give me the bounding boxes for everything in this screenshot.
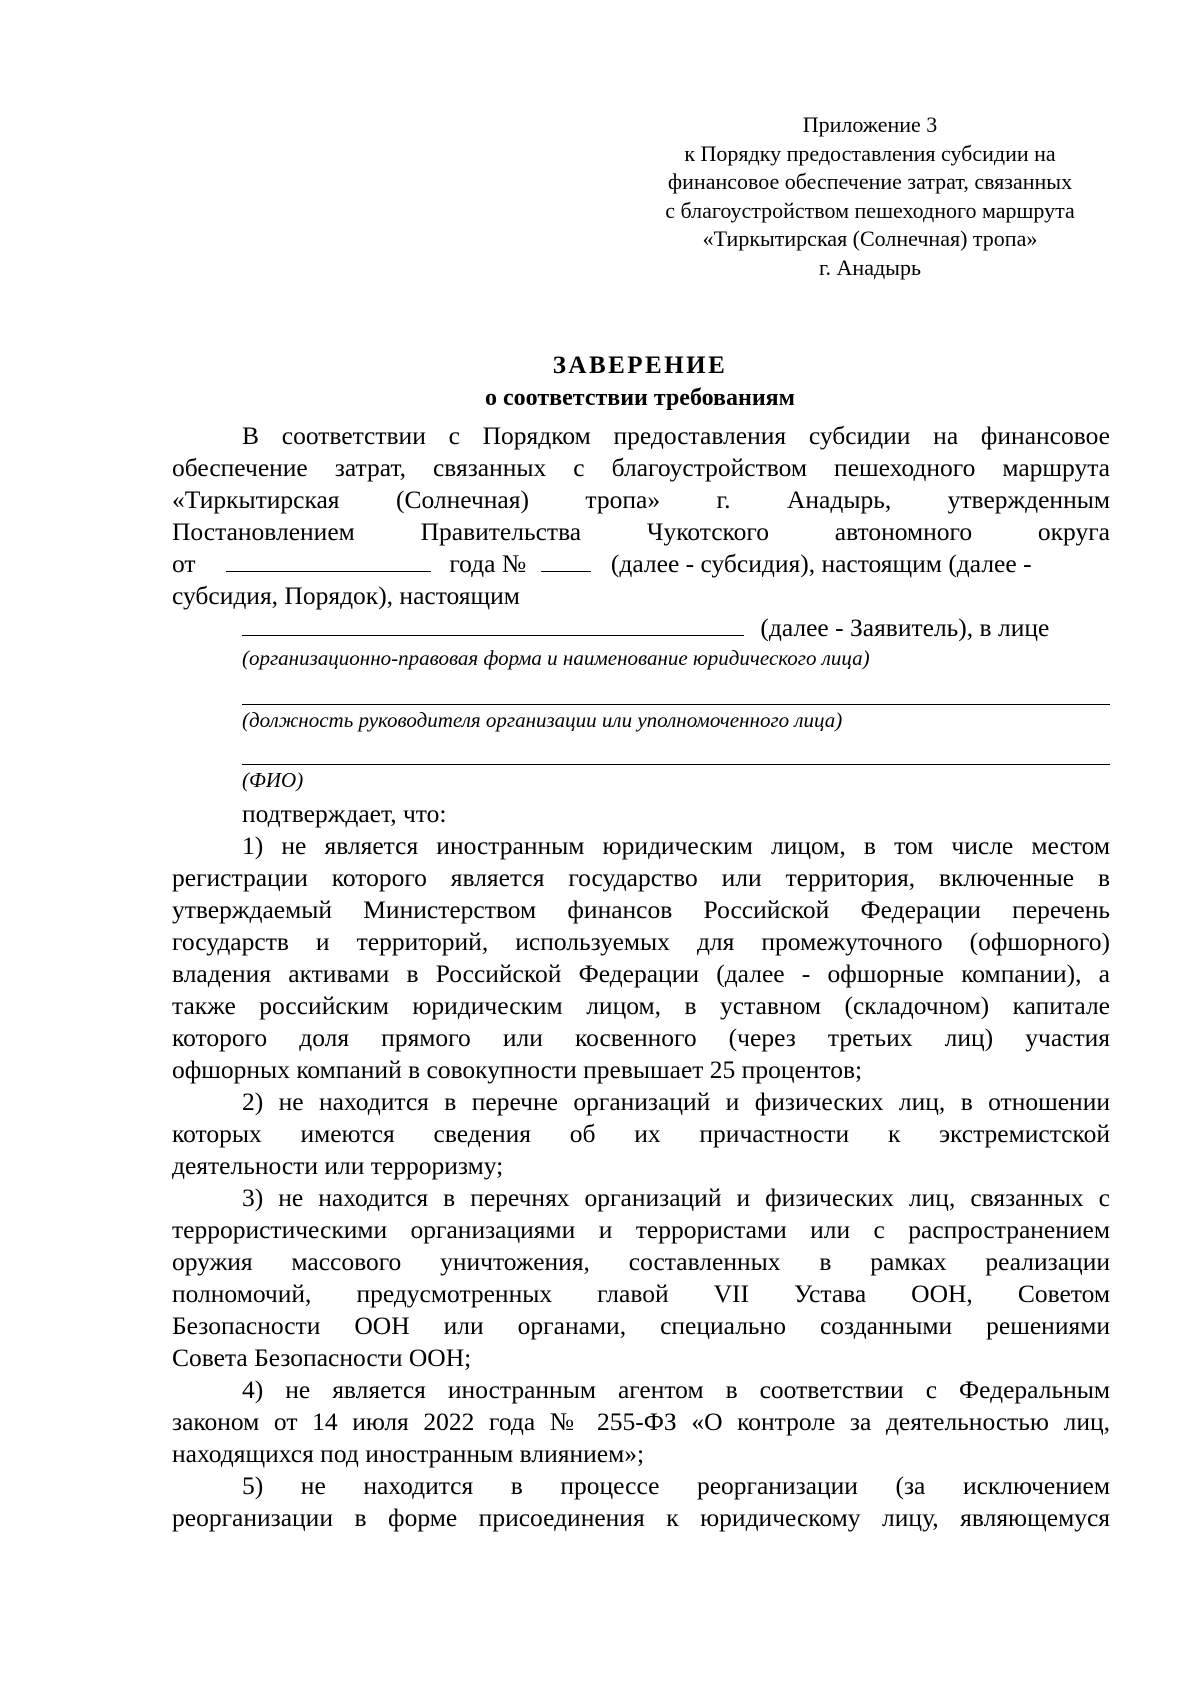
item-4-line: законом от 14 июля 2022 года № 255-ФЗ «О контроле за деятельностью лиц, xyxy=(172,1407,1110,1436)
item-1-line: 1) не является иностранным юридическим лицом, в том числе местом xyxy=(242,831,1110,860)
item-4-line: 4) не является иностранным агентом в соответствии с Федеральным xyxy=(242,1375,1110,1404)
item-2-line: 2) не находится в перечне организаций и физических лиц, в отношении xyxy=(242,1087,1110,1116)
intro-line-date xyxy=(172,548,1110,580)
appendix-line: финансовое обеспечение затрат, связанных xyxy=(667,169,1073,194)
intro-line: «Тиркытирская (Солнечная) тропа» г. Анадырь, утвержденным xyxy=(172,485,1110,514)
item-3-line: 3) не находится в перечнях организаций и физических лиц, связанных с xyxy=(242,1183,1110,1212)
intro-line: обеспечение затрат, связанных с благоустройством пешеходного маршрута xyxy=(172,453,1110,482)
appendix-line: с благоустройством пешеходного маршрута xyxy=(665,197,1075,223)
item-5-line: реорганизации в форме присоединения к юридическому лицу, являющемуся xyxy=(172,1503,1110,1532)
appendix-header xyxy=(640,111,1100,282)
item-3-line: Безопасности ООН или органами, специально созданными решениями xyxy=(172,1311,1110,1340)
appendix-line: «Тиркытирская (Солнечная) тропа» xyxy=(702,226,1038,251)
caption-fio: (ФИО) xyxy=(242,768,304,792)
item-2-line: которых имеются сведения об их причастности к экстремистской xyxy=(172,1119,1110,1148)
item-3-line: Совета Безопасности ООН; xyxy=(172,1343,472,1372)
item-5-line: 5) не находится в процессе реорганизации (за исключением xyxy=(242,1471,1110,1500)
applicant-name-blank-field[interactable] xyxy=(242,613,744,636)
appendix-line: к Порядку предоставления субсидии на xyxy=(684,140,1056,166)
appendix-line: г. Анадырь xyxy=(819,254,921,280)
item-1-line: утверждаемый Министерством финансов Российской Федерации перечень xyxy=(172,895,1110,924)
item-1-line: также российским юридическим лицом, в уставном (складочном) капитале xyxy=(172,991,1110,1020)
item-1-line: регистрации которого является государство или территория, включенные в xyxy=(172,863,1110,892)
text-fragment: года № xyxy=(449,549,527,578)
item-3-line: террористическими организациями и террористами или с распространением xyxy=(172,1215,1110,1244)
caption-position: (должность руководителя организации или уполномоченного лица) xyxy=(242,708,843,732)
item-4-line: находящихся под иностранным влиянием»; xyxy=(172,1439,645,1468)
item-1-line: владения активами в Российской Федерации (далее - офшорные компании), а xyxy=(172,959,1110,988)
number-blank-field[interactable] xyxy=(541,549,591,572)
appendix-line: Приложение 3 xyxy=(802,112,938,137)
applicant-line xyxy=(242,612,1110,644)
item-3-line: полномочий, предусмотренных главой VII Устава ООН, Советом xyxy=(172,1279,1110,1308)
intro-line: субсидия, Порядок), настоящим xyxy=(172,581,520,610)
item-1-line: которого доля прямого или косвенного (через третьих лиц) участия xyxy=(172,1023,1110,1052)
caption-organization: (организационно-правовая форма и наименование юридического лица) xyxy=(242,646,870,670)
text-fragment: от xyxy=(172,549,196,578)
text-fragment: (далее - Заявитель), в лице xyxy=(760,613,1050,642)
item-1-line: офшорных компаний в совокупности превышает 25 процентов; xyxy=(172,1055,863,1084)
item-2-line: деятельности или терроризму; xyxy=(172,1151,504,1180)
document-subtitle: о соответствии требованиям xyxy=(485,385,795,411)
text-fragment: (далее - субсидия), настоящим (далее - xyxy=(610,549,1032,578)
item-3-line: оружия массового уничтожения, составленных в рамках реализации xyxy=(172,1247,1110,1276)
date-blank-field[interactable] xyxy=(226,549,431,572)
intro-line: Постановлением Правительства Чукотского автономного округа xyxy=(172,517,1110,546)
document-title: ЗАВЕРЕНИЕ xyxy=(552,352,728,379)
position-blank-rule[interactable] xyxy=(242,704,1110,705)
confirms-line: подтверждает, что: xyxy=(242,799,447,828)
intro-line: В соответствии с Порядком предоставления субсидии на финансовое xyxy=(242,421,1110,450)
item-1-line: государств и территорий, используемых для промежуточного (офшорного) xyxy=(172,927,1110,956)
fio-blank-rule[interactable] xyxy=(242,764,1110,765)
